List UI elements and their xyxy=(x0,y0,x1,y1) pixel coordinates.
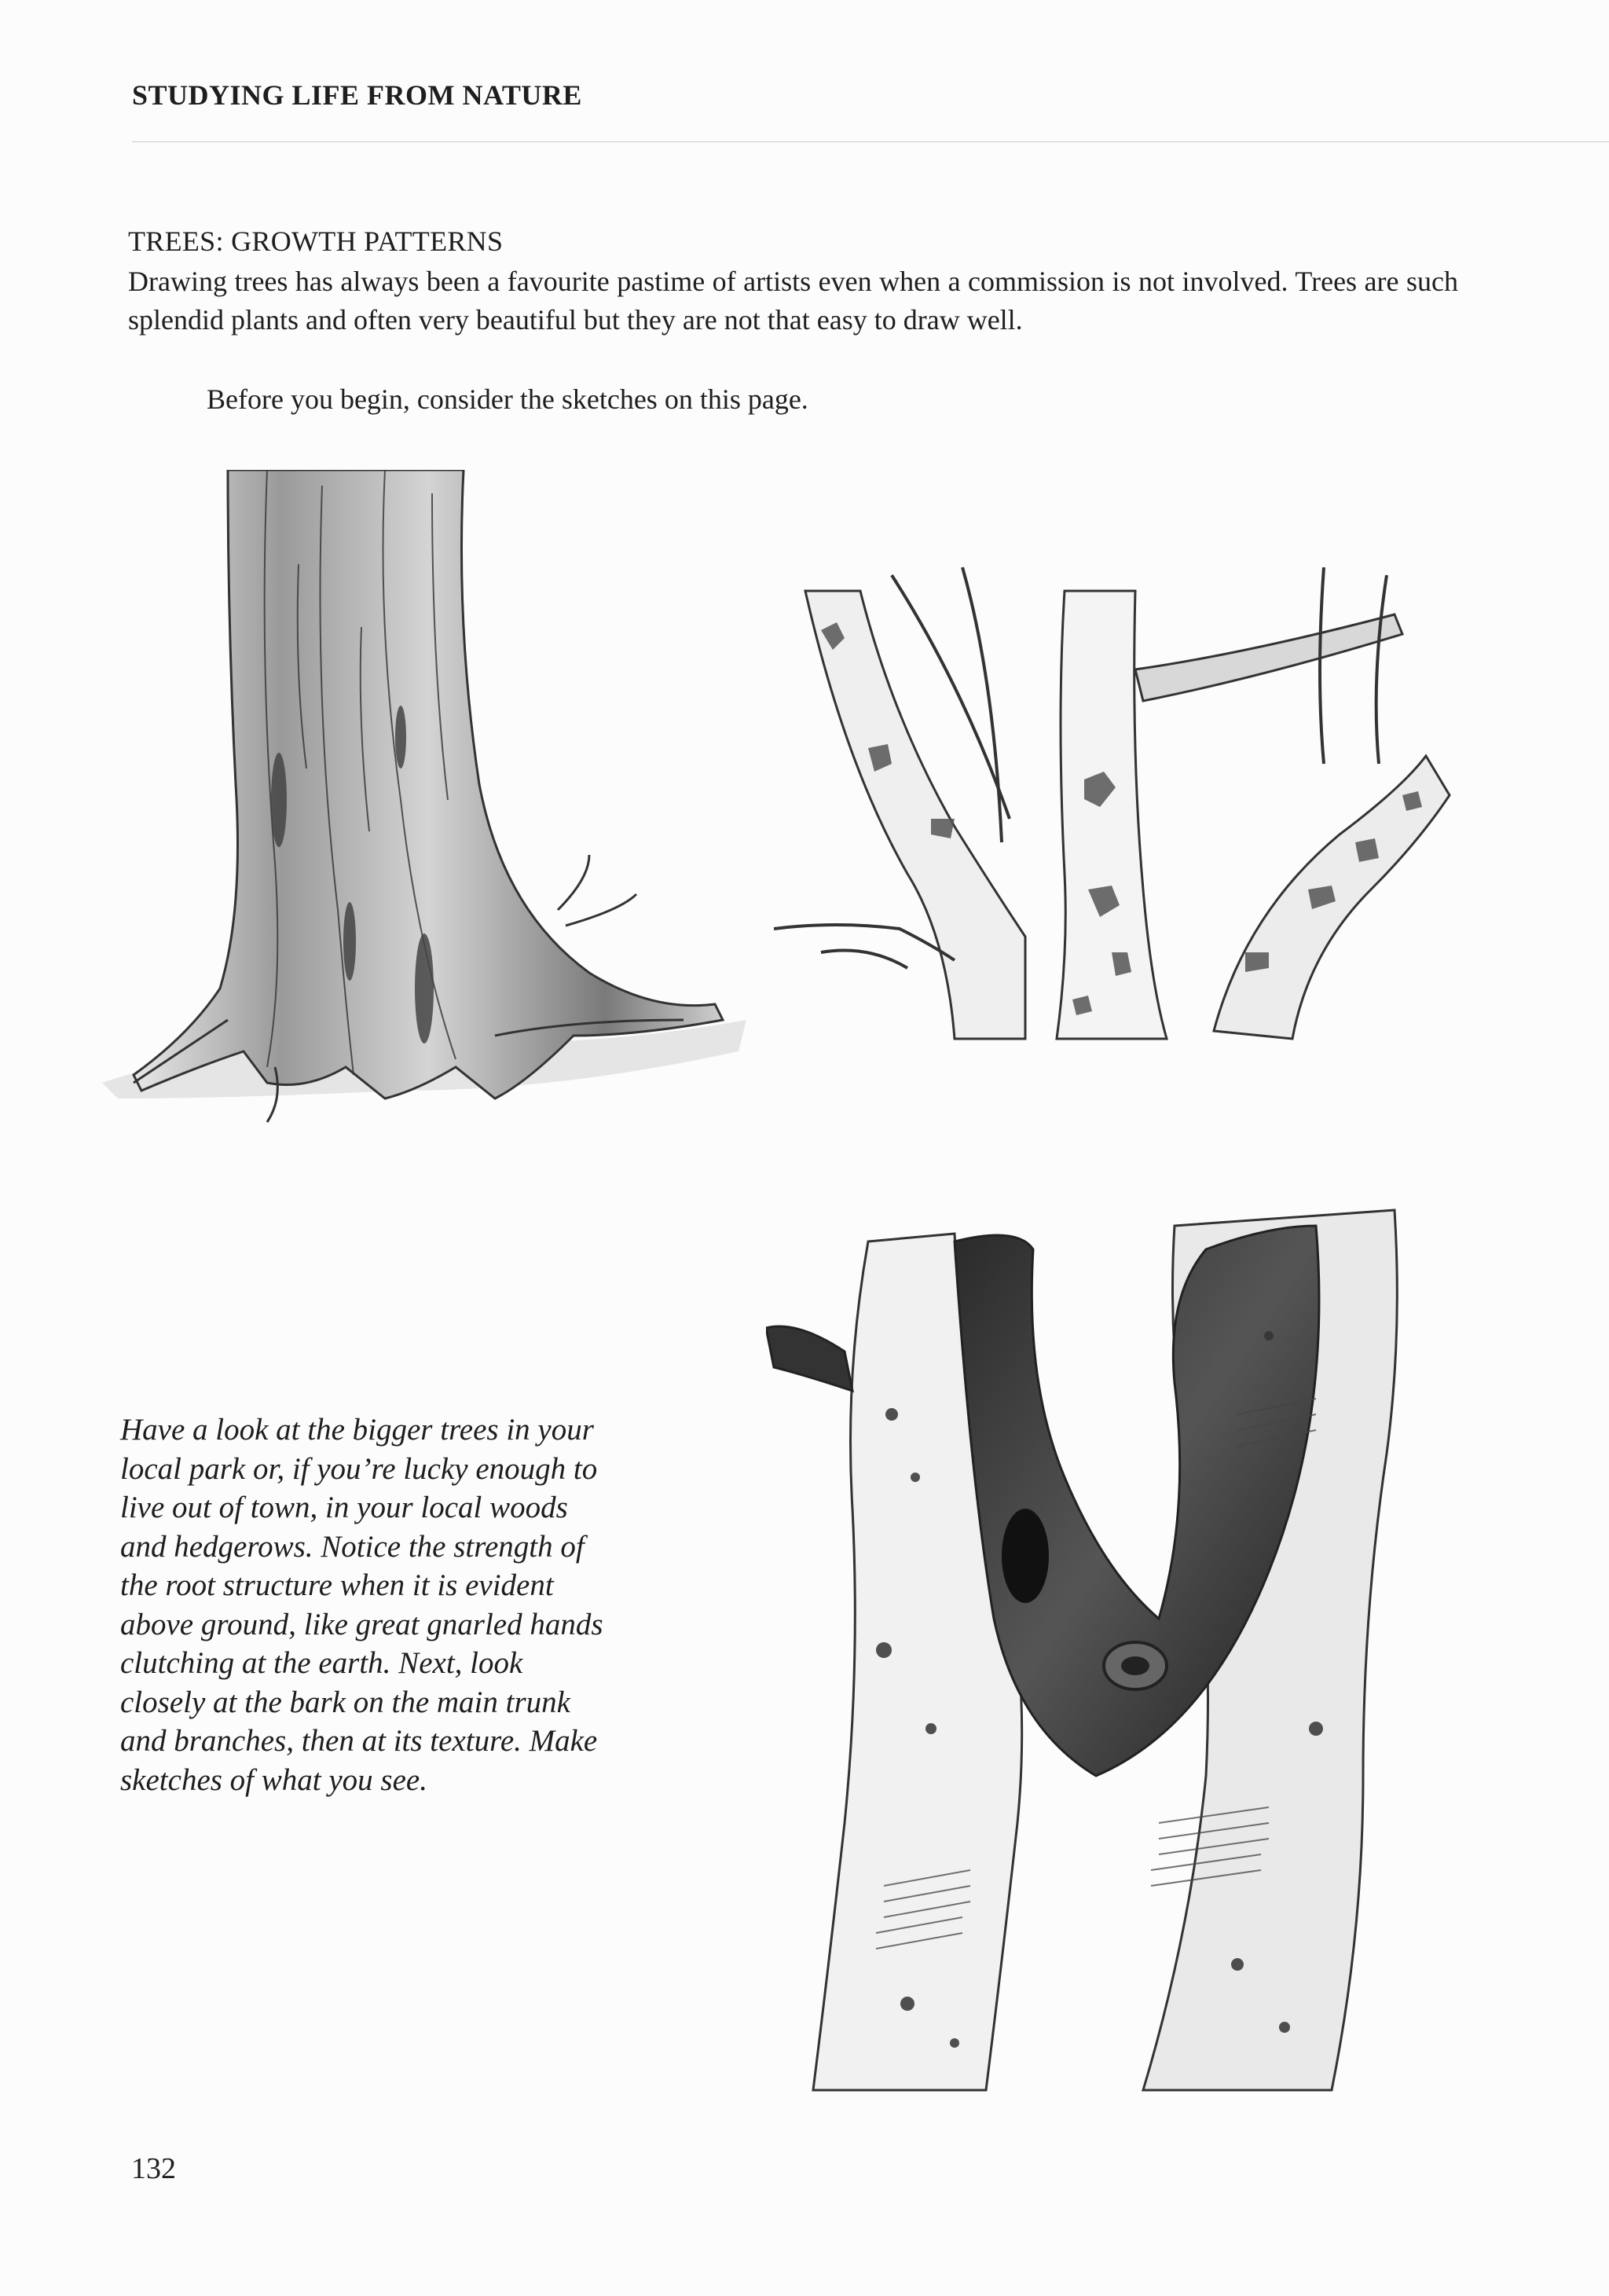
header-rule xyxy=(132,141,1609,142)
branches-sketch xyxy=(774,559,1465,1047)
caption-text: Have a look at the bigger trees in your local park or, if you’re lucky enough to live out of town, in your local woods and hedgerows. Notice the strength of the root structure when it is evident above ground, like great gnarled hands clutching at the earth. Next, look closely at the bark on the main trunk and branches, then at its texture. Make sketches of what you see. xyxy=(120,1413,603,1797)
page-number: 132 xyxy=(131,2152,176,2185)
pencil-sketch-forked-trunk-icon xyxy=(766,1179,1426,2106)
tree-trunk-sketch xyxy=(86,470,762,1146)
pencil-sketch-branches-icon xyxy=(774,559,1465,1047)
forked-trunk-sketch xyxy=(766,1179,1426,2106)
intro-paragraph: Drawing trees has always been a favourite pastime of artists even when a commission is not involved. Trees are such splendid plants and often very beautiful but they are not that easy to draw well. xyxy=(128,266,1458,336)
pencil-sketch-trunk-icon xyxy=(86,470,762,1146)
section-title: TREES: GROWTH PATTERNS xyxy=(128,226,504,257)
running-head: STUDYING LIFE FROM NATURE xyxy=(132,79,582,111)
intro-paragraph-2: Before you begin, consider the sketches on this page. xyxy=(207,383,808,415)
